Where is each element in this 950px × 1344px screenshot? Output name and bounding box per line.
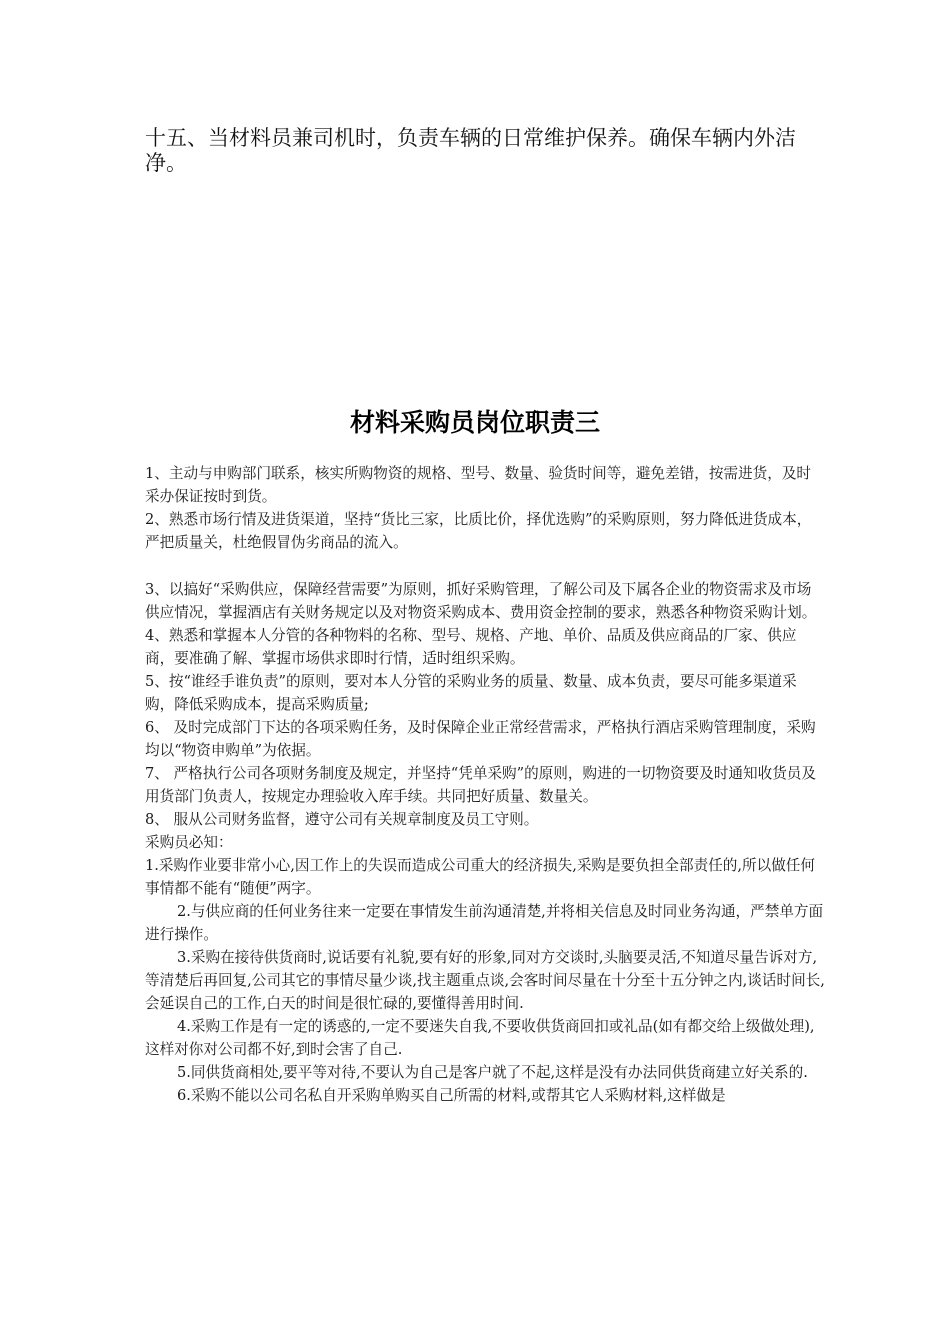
intro-paragraph: 十五、当材料员兼司机时，负责车辆的日常维护保养。确保车辆内外洁净。 xyxy=(145,126,796,175)
duty-item: 8、 服从公司财务监督，遵守公司有关规章制度及员工守则。 xyxy=(145,811,539,828)
paragraph-gap xyxy=(145,554,825,578)
duty-item: 3、以搞好“采购供应，保障经营需要”为原则，抓好采购管理，了解公司及下属各企业的物资需求及市场供应情况，掌握酒店有关财务规定以及对物资采购成本、费用资金控制的要求，熟悉各种物资采购计划。 xyxy=(145,581,817,621)
page-title: 材料采购员岗位职责三 xyxy=(349,408,600,437)
notice-item: 1.采购作业要非常小心,因工作上的失误而造成公司重大的经济损失,采购是要负担全部责任的,所以做任何事情都不能有“随便”两字。 xyxy=(145,857,815,897)
duty-item: 2、熟悉市场行情及进货渠道，坚持“货比三家，比质比价，择优选购”的采购原则，努力降低进货成本，严把质量关，杜绝假冒伪劣商品的流入。 xyxy=(145,511,812,551)
duty-item: 7、 严格执行公司各项财务制度及规定，并坚持“凭单采购”的原则，购进的一切物资要及时通知收货员及用货部门负责人，按规定办理验收入库手续。共同把好质量、数量关。 xyxy=(145,765,816,805)
notice-heading: 采购员必知： xyxy=(145,834,233,851)
notice-item: 6.采购不能以公司名私自开采购单购买自己所需的材料,或帮其它人采购材料,这样做是 xyxy=(177,1087,726,1104)
duty-item: 4、熟悉和掌握本人分管的各种物料的名称、型号、规格、产地、单价、品质及供应商品的厂家、供应商，要准确了解、掌握市场供求即时行情，适时组织采购。 xyxy=(145,627,797,667)
notice-item: 3.采购在接待供货商时,说话要有礼貌,要有好的形象,同对方交谈时,头脑要灵活,不知道尽量告诉对方,等清楚后再回复,公司其它的事情尽量少谈,找主题重点谈,会客时间尽量在十分至十五分钟之内,谈话时间长,会延误自己的工作,白天的时间是很忙碌的,要懂得善用时间. xyxy=(145,949,825,1012)
duty-item: 1、主动与申购部门联系，核实所购物资的规格、型号、数量、验货时间等，避免差错，按需进货，及时采办保证按时到货。 xyxy=(145,465,812,505)
notice-item: 2.与供应商的任何业务往来一定要在事情发生前沟通清楚,并将相关信息及时同业务沟通，严禁单方面进行操作。 xyxy=(145,903,824,943)
duty-item: 5、按“谁经手谁负责”的原则，要对本人分管的采购业务的质量、数量、成本负责，要尽可能多渠道采购，降低采购成本，提高采购质量; xyxy=(145,673,797,713)
notice-item: 4.采购工作是有一定的诱惑的,一定不要迷失自我,不要收供货商回扣或礼品(如有都交给上级做处理),这样对你对公司都不好,到时会害了自己. xyxy=(145,1018,815,1058)
document-body xyxy=(145,462,825,1107)
duty-item: 6、 及时完成部门下达的各项采购任务，及时保障企业正常经营需求，严格执行酒店采购管理制度，采购均以“物资申购单”为依据。 xyxy=(145,719,816,759)
notice-item: 5.同供货商相处,要平等对待,不要认为自己是客户就了不起,这样是没有办法同供货商建立好关系的. xyxy=(177,1064,808,1081)
